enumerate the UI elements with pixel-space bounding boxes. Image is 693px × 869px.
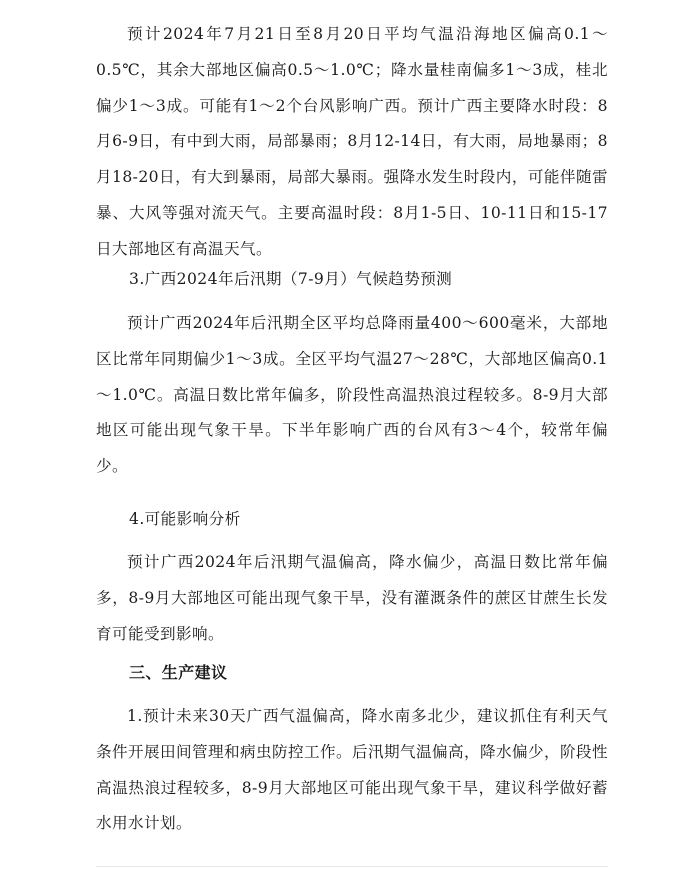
section-title-production-advice: 三、生产建议 — [129, 663, 228, 682]
paragraph-impact-analysis: 预计广西2024年后汛期气温偏高，降水偏少，高温日数比常年偏多，8-9月大部地区可能出现气象干旱，没有灌溉条件的蔗区甘蔗生长发育可能受到影响。 — [96, 553, 608, 643]
page-bottom-rule — [96, 866, 608, 867]
paragraph-late-flood-season-forecast: 预计广西2024年后汛期全区平均总降雨量400～600毫米，大部地区比常年同期偏少1～3成。全区平均气温27～28℃，大部地区偏高0.1～1.0℃。高温日数比常年偏多，阶段性高温热浪过程较多。8-9月大部地区可能出现气象干旱。下半年影响广西的台风有3～4个，较常年偏少。 — [96, 314, 608, 476]
paragraph-production-advice: 1.预计未来30天广西气温偏高，降水南多北少，建议抓住有利天气条件开展田间管理和病虫防控工作。后汛期气温偏高，降水偏少，阶段性高温热浪过程较多，8-9月大部地区可能出现气象干旱，建议科学做好蓄水用水计划。 — [96, 707, 608, 833]
heading-late-flood-season-forecast: 3.广西2024年后汛期（7-9月）气候趋势预测 — [129, 270, 453, 288]
heading-impact-analysis: 4.可能影响分析 — [129, 510, 241, 528]
paragraph-august-forecast: 预计2024年7月21日至8月20日平均气温沿海地区偏高0.1～0.5℃，其余大部地区偏高0.5～1.0℃；降水量桂南偏多1～3成，桂北偏少1～3成。可能有1～2个台风影响广西。预计广西主要降水时段：8月6-9日，有中到大雨，局部暴雨；8月12-14日，有大雨，局地暴雨；8月18-20日，有大到暴雨，局部大暴雨。强降水发生时段内，可能伴随雷暴、大风等强对流天气。主要高温时段：8月1-5日、10-11日和15-17日大部地区有高温天气。 — [96, 25, 608, 258]
